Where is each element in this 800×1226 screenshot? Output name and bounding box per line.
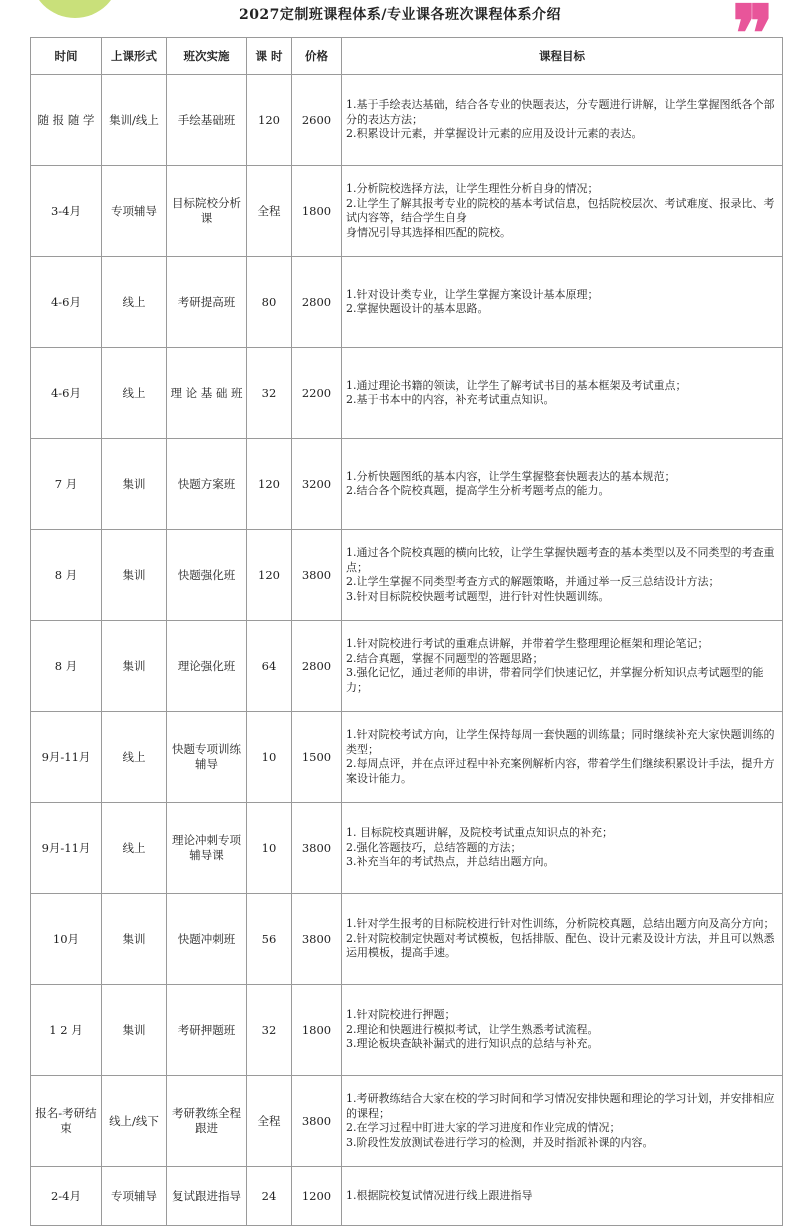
- goal-line: 2.让学生掌握不同类型考查方式的解题策略，并通过举一反三总结设计方法；: [346, 575, 720, 588]
- cell-class: 快题冲刺班: [167, 894, 247, 985]
- cell-class: 考研提高班: [167, 257, 247, 348]
- goal-line: 3.阶段性发放测试卷进行学习的检测，并及时指派补课的内容。: [346, 1135, 654, 1149]
- cell-format: 线上/线下: [102, 1076, 167, 1167]
- cell-format: 专项辅导: [102, 1167, 167, 1226]
- cell-class: 考研教练全程跟进: [167, 1076, 247, 1167]
- goal-line: 1.分析院校选择方法，让学生理性分析自身的情况；: [346, 182, 599, 195]
- cell-price: 3200: [292, 439, 342, 530]
- table-row: [31, 348, 783, 439]
- cell-price: 3800: [292, 894, 342, 985]
- goal-line: 身情况引导其选择相匹配的院校。: [346, 225, 511, 239]
- cell-goals: [342, 439, 783, 530]
- cell-time: 10月: [31, 894, 102, 985]
- cell-class: 理论冲刺专项辅导课: [167, 803, 247, 894]
- table-row: [31, 530, 783, 621]
- cell-format: 集训: [102, 894, 167, 985]
- cell-format: 专项辅导: [102, 166, 167, 257]
- cell-format: 线上: [102, 803, 167, 894]
- cell-class: 理 论 基 础 班: [167, 348, 247, 439]
- table-row: [31, 621, 783, 712]
- cell-hours: 80: [247, 257, 292, 348]
- cell-hours: 32: [247, 348, 292, 439]
- table-row: [31, 1076, 783, 1167]
- header-time: 时间: [31, 38, 102, 75]
- goal-line: 1.基于手绘表达基础，结合各专业的快题表达，分专题进行讲解，让学生掌握图纸各个部分的表达方法；: [346, 98, 775, 126]
- cell-price: 3800: [292, 803, 342, 894]
- header-hours: 课 时: [247, 38, 292, 75]
- table-row: [31, 166, 783, 257]
- cell-goals: [342, 894, 783, 985]
- cell-class: 快题方案班: [167, 439, 247, 530]
- cell-time: 3-4月: [31, 166, 102, 257]
- page-title: 2027定制班课程体系/专业课各班次课程体系介绍: [238, 7, 562, 23]
- goal-line: 1.针对院校进行考试的重难点讲解，并带着学生整理理论框架和理论笔记；: [346, 637, 709, 650]
- cell-class: 快题专项训练辅导: [167, 712, 247, 803]
- cell-goals: [342, 348, 783, 439]
- goal-line: 1.针对学生报考的目标院校进行针对性训练，分析院校真题，总结出题方向及高分方向；: [346, 917, 775, 931]
- cell-goals: [342, 712, 783, 803]
- cell-time: 随 报 随 学: [31, 75, 102, 166]
- goal-line: 1.针对设计类专业，让学生掌握方案设计基本原理；: [346, 287, 599, 301]
- goal-line: 2.结合真题，掌握不同题型的答题思路；: [346, 651, 544, 665]
- goal-line: 2.基于书本中的内容，补充考试重点知识。: [346, 393, 555, 406]
- cell-class: 复试跟进指导: [167, 1167, 247, 1226]
- cell-hours: 全程: [247, 1076, 292, 1167]
- cell-goals: [342, 1076, 783, 1167]
- cell-class: 目标院校分析课: [167, 166, 247, 257]
- goal-line: 3.强化记忆，通过老师的串讲，带着同学们快速记忆，并掌握分析知识点考试题型的能力；: [346, 666, 764, 694]
- goal-line: 2.在学习过程中盯进大家的学习进度和作业完成的情况；: [346, 1121, 621, 1134]
- cell-hours: 10: [247, 803, 292, 894]
- cell-price: 2800: [292, 621, 342, 712]
- cell-price: 2200: [292, 348, 342, 439]
- cell-time: 4-6月: [31, 257, 102, 348]
- cell-goals: [342, 803, 783, 894]
- cell-price: 2800: [292, 257, 342, 348]
- goal-line: 1.针对院校考试方向，让学生保持每周一套快题的训练量；同时继续补充大家快题训练的类型；: [346, 728, 775, 756]
- table-row: [31, 894, 783, 985]
- cell-price: 2600: [292, 75, 342, 166]
- cell-format: 集训: [102, 530, 167, 621]
- goal-line: 1. 目标院校真题讲解，及院校考试重点知识点的补充；: [346, 826, 613, 840]
- cell-price: 3800: [292, 1076, 342, 1167]
- header-format: 上课形式: [102, 38, 167, 75]
- cell-class: 考研押题班: [167, 985, 247, 1076]
- cell-price: 1200: [292, 1167, 342, 1226]
- goal-line: 1.考研教练结合大家在校的学习时间和学习情况安排快题和理论的学习计划，并安排相应的课程；: [346, 1092, 775, 1120]
- cell-price: 3800: [292, 530, 342, 621]
- goal-line: 2.掌握快题设计的基本思路。: [346, 302, 489, 315]
- cell-time: 2-4月: [31, 1167, 102, 1226]
- cell-goals: [342, 257, 783, 348]
- cell-format: 线上: [102, 712, 167, 803]
- cell-time: 4-6月: [31, 348, 102, 439]
- goal-line: 3.针对目标院校快题考试题型，进行针对性快题训练。: [346, 589, 610, 603]
- cell-goals: [342, 166, 783, 257]
- cell-hours: 64: [247, 621, 292, 712]
- goal-line: 2.强化答题技巧，总结答题的方法；: [346, 840, 522, 854]
- cell-class: 理论强化班: [167, 621, 247, 712]
- cell-format: 集训: [102, 439, 167, 530]
- cell-time: 8 月: [31, 621, 102, 712]
- header-class: 班次实施: [167, 38, 247, 75]
- table-row: [31, 257, 783, 348]
- cell-goals: [342, 985, 783, 1076]
- goal-line: 1.通过理论书籍的领读，让学生了解考试书目的基本框架及考试重点；: [346, 378, 687, 392]
- cell-format: 线上: [102, 257, 167, 348]
- goal-line: 2.积累设计元素，并掌握设计元素的应用及设计元素的表达。: [346, 127, 643, 141]
- cell-price: 1800: [292, 166, 342, 257]
- table-row: [31, 439, 783, 530]
- cell-hours: 120: [247, 439, 292, 530]
- cell-hours: 32: [247, 985, 292, 1076]
- goal-line: 2.理论和快题进行模拟考试，让学生熟悉考试流程。: [346, 1022, 599, 1036]
- goal-line: 1.针对院校进行押题；: [346, 1008, 456, 1022]
- cell-hours: 120: [247, 75, 292, 166]
- cell-format: 线上: [102, 348, 167, 439]
- cell-format: 集训/线上: [102, 75, 167, 166]
- course-table-body: [31, 75, 783, 1226]
- goal-line: 3.补充当年的考试热点，并总结出题方向。: [346, 855, 555, 869]
- header-goals: 课程目标: [342, 38, 783, 75]
- cell-format: 集训: [102, 621, 167, 712]
- table-row: [31, 712, 783, 803]
- cell-hours: 24: [247, 1167, 292, 1226]
- cell-time: 8 月: [31, 530, 102, 621]
- cell-time: 报名-考研结束: [31, 1076, 102, 1167]
- cell-goals: [342, 530, 783, 621]
- cell-goals: [342, 75, 783, 166]
- cell-time: 7 月: [31, 439, 102, 530]
- goal-line: 1.根据院校复试情况进行线上跟进指导: [346, 1188, 533, 1202]
- cell-price: 1500: [292, 712, 342, 803]
- goal-line: 2.让学生了解其报考专业的院校的基本考试信息，包括院校层次、考试难度、报录比、考试内容等，结合学生自身: [346, 196, 775, 224]
- cell-class: 手绘基础班: [167, 75, 247, 166]
- cell-hours: 56: [247, 894, 292, 985]
- cell-format: 集训: [102, 985, 167, 1076]
- table-row: [31, 75, 783, 166]
- goal-line: 2.每周点评，并在点评过程中补充案例解析内容，带着学生们继续积累设计手法，提升方案设计能力。: [346, 757, 775, 785]
- cell-hours: 全程: [247, 166, 292, 257]
- table-header-row: [31, 38, 783, 75]
- cell-hours: 120: [247, 530, 292, 621]
- goal-line: 2.针对院校制定快题对考试模板，包括排版、配色、设计元素及设计方法，并且可以熟悉运用模板，提高手速。: [346, 931, 775, 960]
- cell-time: 9月-11月: [31, 712, 102, 803]
- course-table: [30, 37, 783, 1226]
- cell-hours: 10: [247, 712, 292, 803]
- goal-line: 1.分析快题图纸的基本内容，让学生掌握整套快题表达的基本规范；: [346, 469, 676, 483]
- table-row: [31, 803, 783, 894]
- goal-line: 1.通过各个院校真题的横向比较，让学生掌握快题考查的基本类型以及不同类型的考查重点；: [346, 546, 775, 574]
- cell-class: 快题强化班: [167, 530, 247, 621]
- header-price: 价格: [292, 38, 342, 75]
- table-row: [31, 985, 783, 1076]
- cell-time: 1 2 月: [31, 985, 102, 1076]
- cell-price: 1800: [292, 985, 342, 1076]
- cell-time: 9月-11月: [31, 803, 102, 894]
- cell-goals: [342, 621, 783, 712]
- goal-line: 3.理论板块查缺补漏式的进行知识点的总结与补充。: [346, 1037, 599, 1051]
- goal-line: 2.结合各个院校真题，提高学生分析考题考点的能力。: [346, 484, 610, 497]
